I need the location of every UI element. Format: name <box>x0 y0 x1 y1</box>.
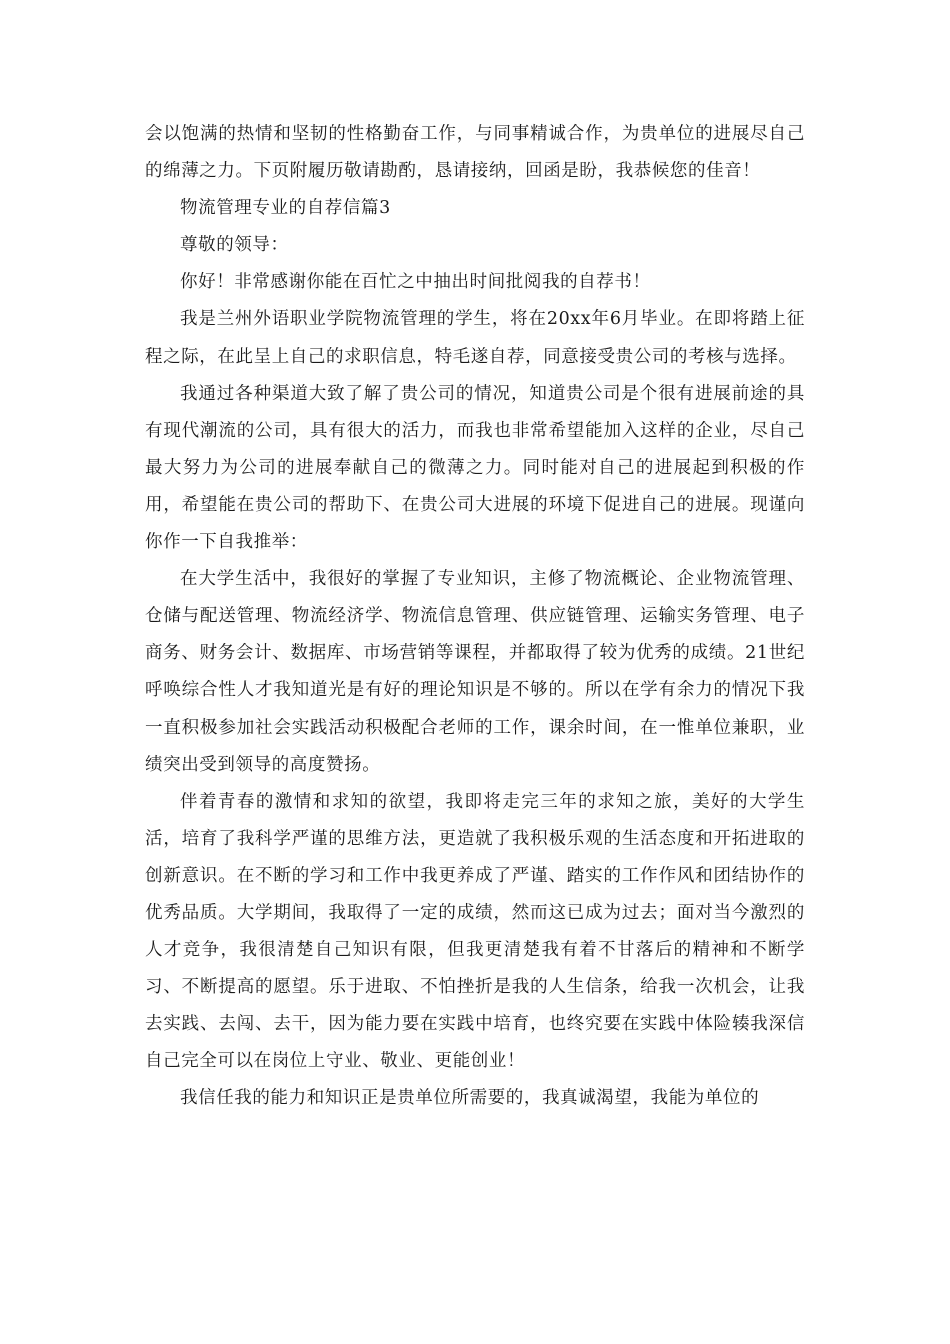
paragraph-closing-continuation: 会以饱满的热情和坚韧的性格勤奋工作，与同事精诚合作，为贵单位的进展尽自己的绵薄之力。下页附履历敬请勘酌，恳请接纳，回函是盼，我恭候您的佳音！ <box>145 124 805 182</box>
paragraph-company-interest: 我通过各种渠道大致了解了贵公司的情况，知道贵公司是个很有进展前途的具有现代潮流的公司，具有很大的活力，而我也非常希望能加入这样的企业，尽自己最大努力为公司的进展奉献自己的微薄之力。同时能对自己的进展起到积极的作用，希望能在贵公司的帮助下、在贵公司大进展的环境下促进自己的进展。现谨向你作一下自我推举： <box>145 383 805 553</box>
section-title: 物流管理专业的自荐信篇3 <box>180 198 391 219</box>
paragraph-education: 在大学生活中，我很好的掌握了专业知识，主修了物流概论、企业物流管理、仓储与配送管理、物流经济学、物流信息管理、供应链管理、运输实务管理、电子商务、财务会计、数据库、市场营销等课程，并都取得了较为优秀的成绩。21世纪呼唤综合性人才我知道光是有好的理论知识是不够的。所以在学有余力的情况下我一直积极参加社会实践活动积极配合老师的工作，课余时间，在一惟单位兼职，业绩突出受到领导的高度赞扬。 <box>145 569 805 775</box>
greeting: 你好！非常感谢你能在百忙之中抽出时间批阅我的自荐书！ <box>180 272 651 293</box>
salutation: 尊敬的领导： <box>180 235 289 256</box>
paragraph-personal-qualities: 伴着青春的激情和求知的欲望，我即将走完三年的求知之旅，美好的大学生活，培育了我科学严谨的思维方法，更造就了我积极乐观的生活态度和开拓进取的创新意识。在不断的学习和工作中我更养成了严谨、踏实的工作作风和团结协作的优秀品质。大学期间，我取得了一定的成绩，然而这已成为过去；面对当今激烈的人才竞争，我很清楚自己知识有限，但我更清楚我有着不甘落后的精神和不断学习、不断提高的愿望。乐于进取、不怕挫折是我的人生信条，给我一次机会，让我去实践、去闯、去干，因为能力要在实践中培育，也终究要在实践中体险辏我深信自己完全可以在岗位上守业、敬业、更能创业！ <box>145 791 805 1072</box>
paragraph-introduction: 我是兰州外语职业学院物流管理的学生，将在20xx年6月毕业。在即将踏上征程之际，在此呈上自己的求职信息，特毛遂自荐，同意接受贵公司的考核与选择。 <box>145 309 805 367</box>
letter-body <box>145 116 805 1118</box>
paragraph-confidence: 我信任我的能力和知识正是贵单位所需要的，我真诚渴望，我能为单位的 <box>180 1088 760 1109</box>
